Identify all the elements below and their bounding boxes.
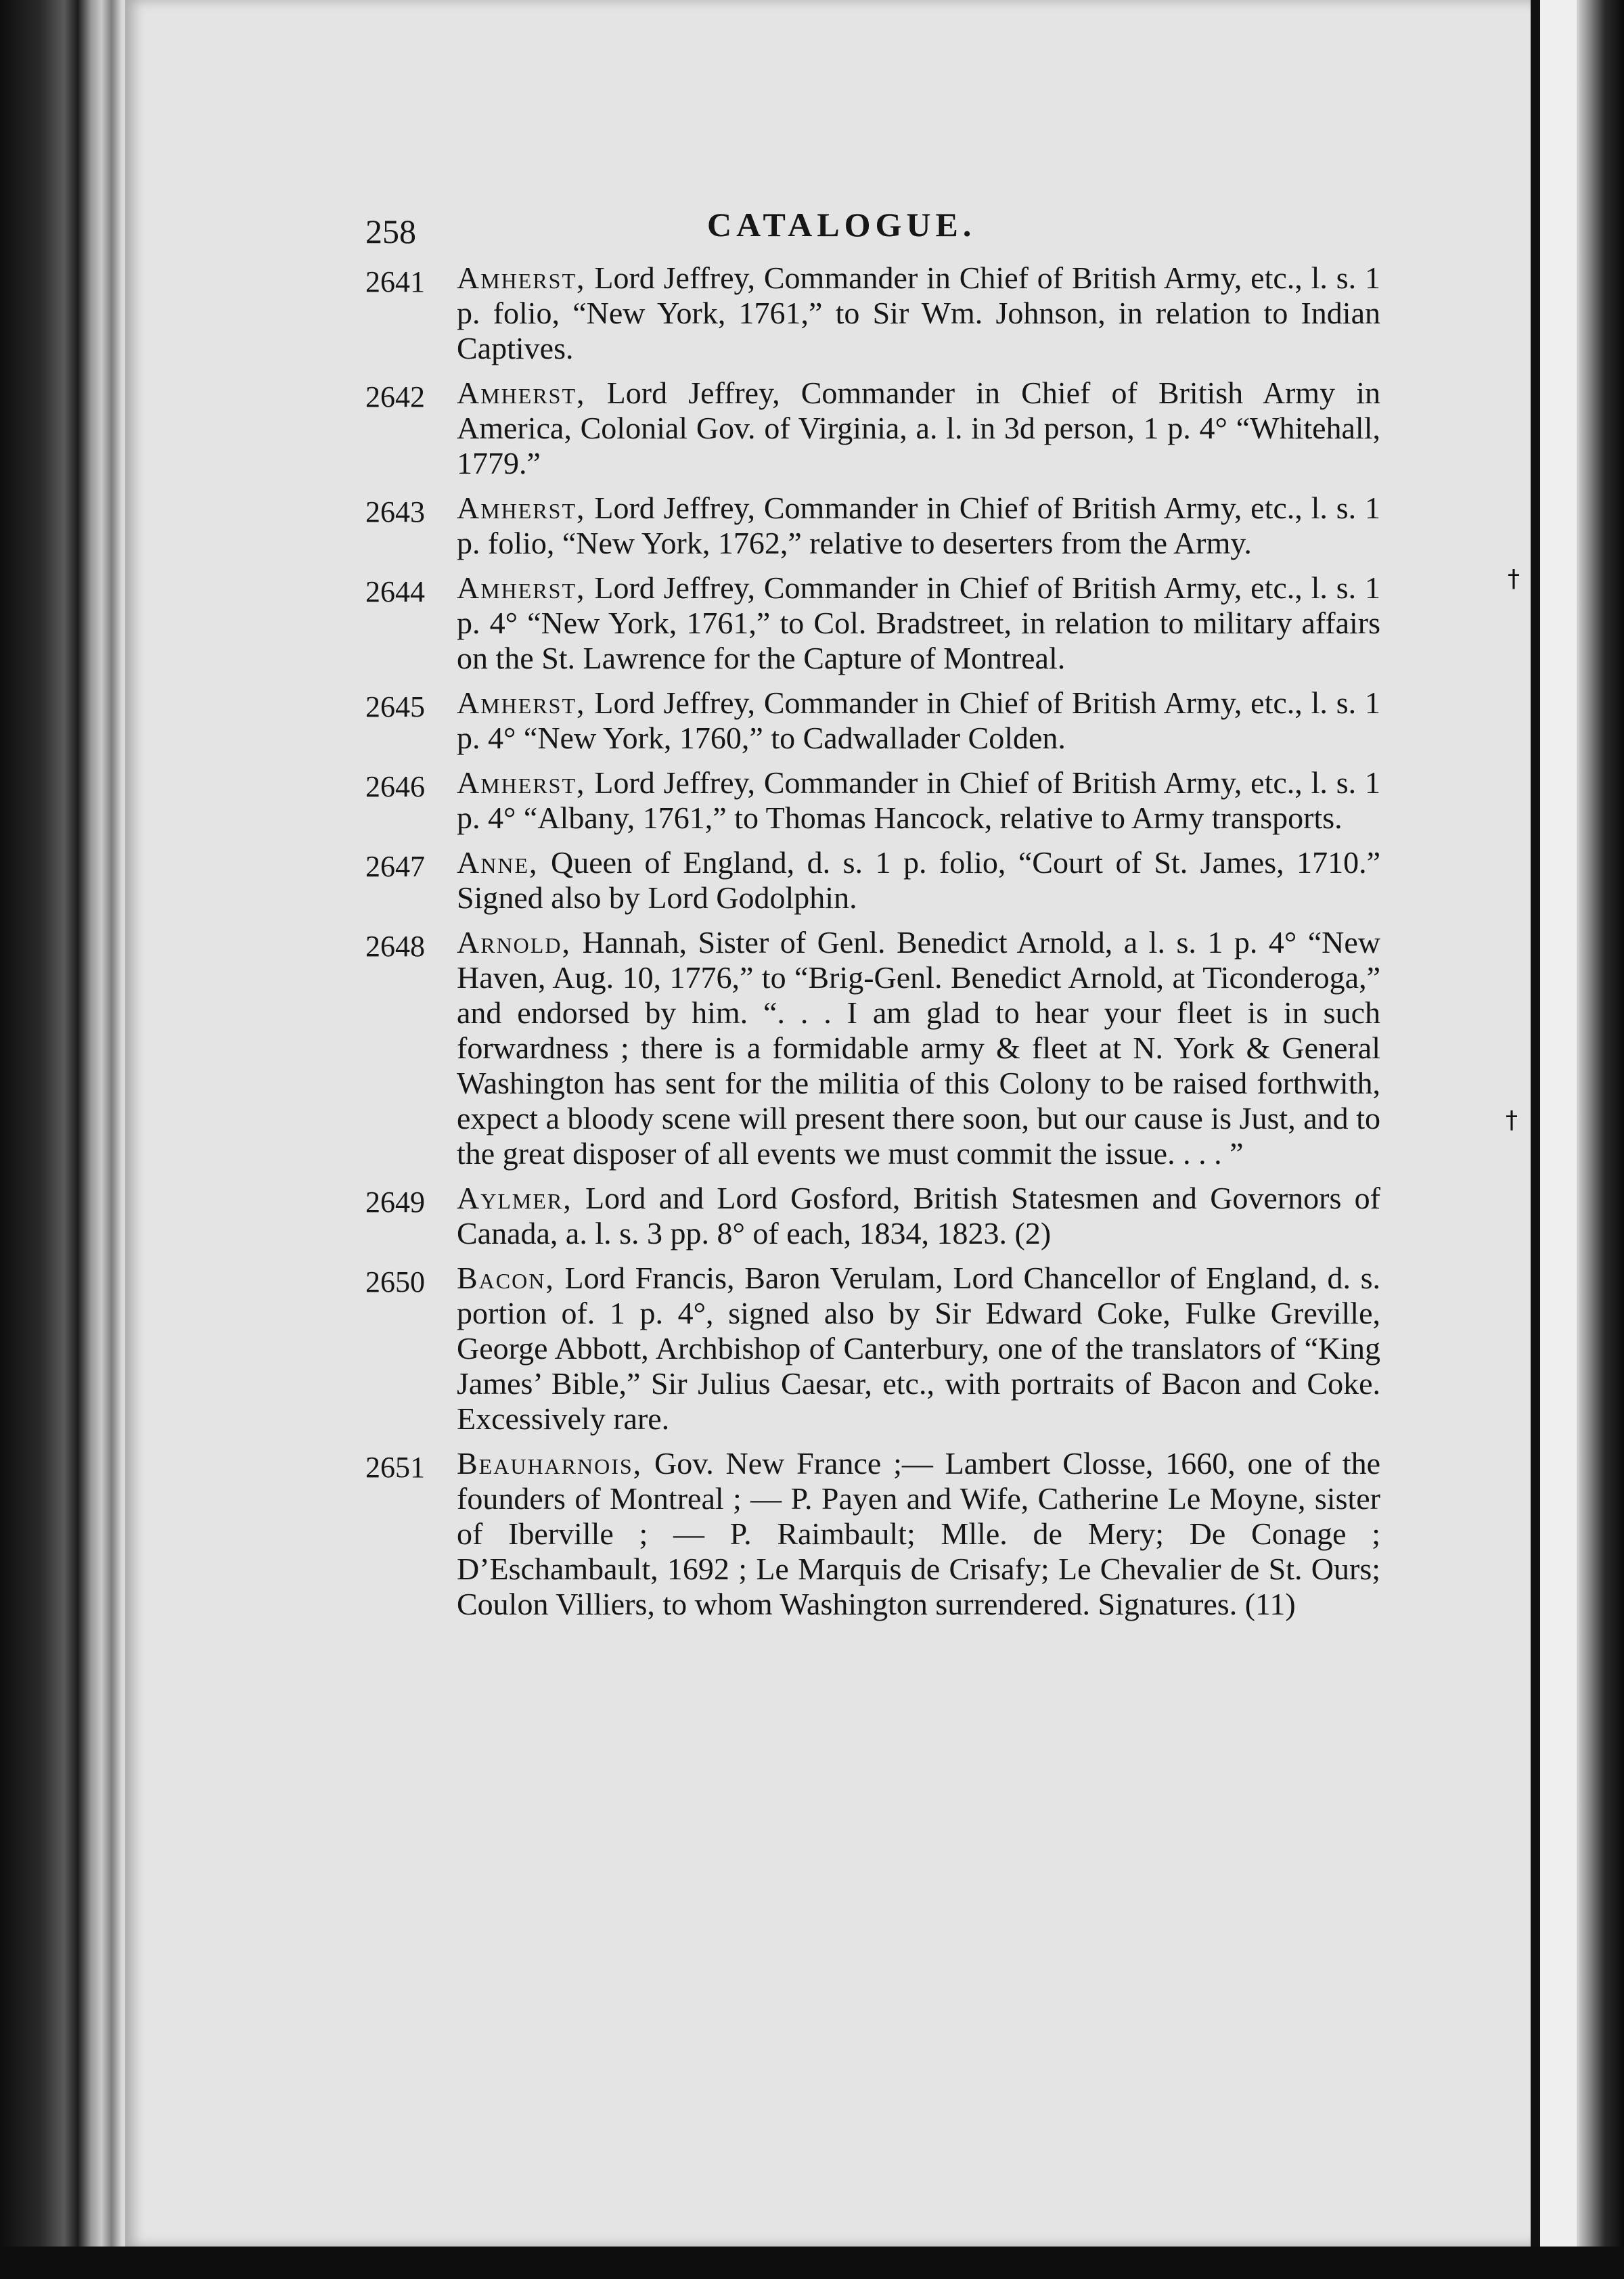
entry-description: Lord Jeffrey, Commander in Chief of British Army, etc., l. s. 1 p. 4° “New York, 1760,” to Cadwallader Colden. bbox=[457, 685, 1381, 755]
entry-description: Queen of England, d. s. 1 p. folio, “Court of St. James, 1710.” Signed also by Lord Godolphin. bbox=[457, 845, 1381, 915]
entry-description: Lord Francis, Baron Verulam, Lord Chancellor of England, d. s. portion of. 1 p. 4°, signed also by Sir Edward Coke, Fulke Greville, George Abbott, Archbishop of Canterbury, one of the translators of “King James’ Bible,” Sir Julius Caesar, etc., with portraits of Bacon and Coke. Excessively rare. bbox=[457, 1261, 1381, 1436]
catalogue-content bbox=[365, 200, 1380, 1631]
entry-description: Lord Jeffrey, Commander in Chief of British Army, etc., l. s. 1 p. 4° “New York, 1761,” to Col. Bradstreet, in relation to military affairs on the St. Lawrence for the Capture of Montreal. bbox=[457, 570, 1381, 675]
lot-number: 2645 bbox=[365, 690, 425, 723]
page-header bbox=[365, 200, 1380, 261]
entry-name: Amherst, bbox=[457, 491, 586, 525]
catalogue-entry bbox=[365, 261, 1380, 366]
entry-description: Lord Jeffrey, Commander in Chief of British Army, etc., l. s. 1 p. 4° “Albany, 1761,” to Thomas Hancock, relative to Army transports. bbox=[457, 765, 1381, 835]
catalogue-entry bbox=[365, 1181, 1380, 1251]
entry-name: Anne, bbox=[457, 845, 539, 880]
entry-name: Amherst, bbox=[457, 570, 586, 605]
lot-number: 2647 bbox=[365, 850, 425, 883]
catalogue-entry bbox=[365, 376, 1380, 481]
catalogue-entry bbox=[365, 570, 1380, 676]
entry-description: Lord Jeffrey, Commander in Chief of British Army, etc., l. s. 1 p. folio, “New York, 1761,” to Sir Wm. Johnson, in relation to Indian Captives. bbox=[457, 261, 1381, 365]
lot-number: 2648 bbox=[365, 930, 425, 963]
entry-description: Hannah, Sister of Genl. Benedict Arnold, a l. s. 1 p. 4° “New Haven, Aug. 10, 1776,” to “Brig-Genl. Benedict Arnold, at Ticonderoga,” and endorsed by him. “. . . I am glad to hear your fleet is in such forwardness ; there is a formidable army & fleet at N. York & General Washington has sent for the militia of this Colony to be raised forthwith, expect a bloody scene will present there soon, but our cause is Just, and to the great disposer of all events we must commit the issue. . . . ” bbox=[457, 925, 1380, 1171]
page-right-edge bbox=[1531, 0, 1540, 2247]
running-title: CATALOGUE. bbox=[707, 206, 976, 244]
entry-name: Amherst, bbox=[457, 765, 586, 800]
catalogue-entry bbox=[365, 925, 1380, 1171]
entry-description: Lord and Lord Gosford, British Statesmen and Governors of Canada, a. l. s. 3 pp. 8° of each, 1834, 1823. (2) bbox=[457, 1181, 1380, 1250]
entry-name: Amherst, bbox=[457, 685, 586, 720]
margin-mark: † bbox=[1506, 1106, 1518, 1134]
entry-name: Amherst, bbox=[457, 376, 586, 410]
facing-page-shadow bbox=[1577, 0, 1624, 2247]
lot-number: 2643 bbox=[365, 495, 425, 528]
lot-number: 2650 bbox=[365, 1265, 425, 1299]
catalogue-entry bbox=[365, 845, 1380, 916]
lot-number: 2651 bbox=[365, 1451, 425, 1484]
catalogue-entry bbox=[365, 1261, 1380, 1437]
lot-number: 2649 bbox=[365, 1186, 425, 1219]
book-binding-edge bbox=[0, 0, 129, 2279]
entry-name: Amherst, bbox=[457, 261, 586, 295]
scan-bottom-border bbox=[0, 2247, 1624, 2279]
entry-description: Gov. New France ;— Lambert Closse, 1660, one of the founders of Montreal ; — P. Payen and Wife, Catherine Le Moyne, sister of Iberville ; — P. Raimbault; Mlle. de Mery; De Conage ; D’Eschambault, 1692 ; Le Marquis de Crisafy; Le Chevalier de St. Ours; Coulon Villiers, to whom Washington surrendered. Signatures. (11) bbox=[457, 1446, 1381, 1621]
catalogue-entry bbox=[365, 685, 1380, 756]
margin-mark: † bbox=[1508, 565, 1520, 593]
entry-name: Arnold, bbox=[457, 925, 571, 960]
lot-number: 2646 bbox=[365, 770, 425, 803]
catalogue-entry bbox=[365, 765, 1380, 836]
page-number: 258 bbox=[365, 212, 416, 250]
entry-description: Lord Jeffrey, Commander in Chief of British Army in America, Colonial Gov. of Virginia, a. l. in 3d person, 1 p. 4° “Whitehall, 1779.” bbox=[457, 376, 1380, 480]
entry-name: Beauharnois, bbox=[457, 1446, 643, 1481]
catalogue-entry bbox=[365, 1446, 1380, 1622]
entry-description: Lord Jeffrey, Commander in Chief of British Army, etc., l. s. 1 p. folio, “New York, 1762,” relative to deserters from the Army. bbox=[457, 491, 1381, 560]
catalogue-entry bbox=[365, 491, 1380, 561]
entry-name: Aylmer, bbox=[457, 1181, 572, 1215]
entry-name: Bacon, bbox=[457, 1261, 555, 1295]
lot-number: 2644 bbox=[365, 575, 425, 608]
lot-number: 2641 bbox=[365, 265, 425, 298]
lot-number: 2642 bbox=[365, 380, 425, 413]
